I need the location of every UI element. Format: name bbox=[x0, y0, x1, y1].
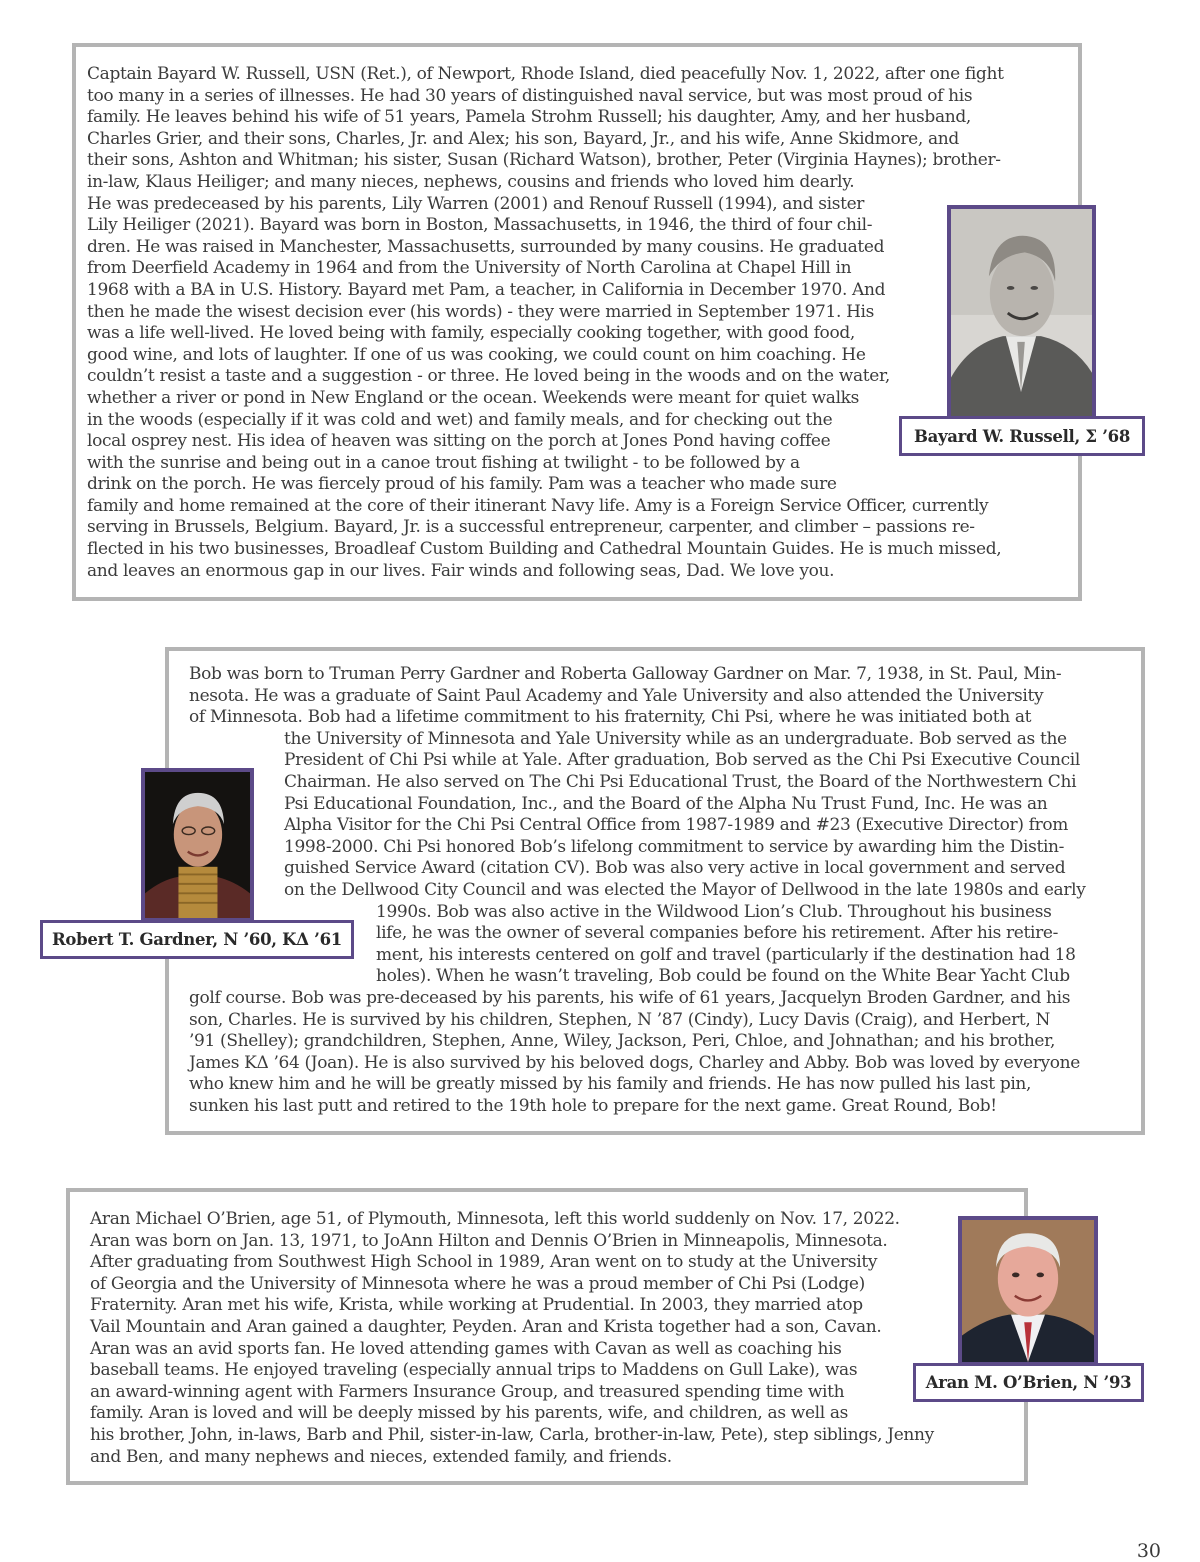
text-line: in the woods (especially if it was cold and wet) and family meals, and for checking out the bbox=[87, 409, 833, 430]
text-line: Aran Michael O’Brien, age 51, of Plymouth, Minnesota, left this world suddenly on Nov. 17, 2022. bbox=[90, 1209, 900, 1229]
portrait-photo bbox=[145, 772, 250, 918]
text-line: 1998-2000. Chi Psi honored Bob’s lifelong commitment to service by awarding him the Distin- bbox=[284, 836, 1065, 857]
portrait-photo bbox=[962, 1220, 1094, 1362]
text-line: Chairman. He also served on The Chi Psi Educational Trust, the Board of the Northwestern Chi bbox=[284, 771, 1077, 792]
text-line: Fraternity. Aran met his wife, Krista, while working at Prudential. In 2003, they married atop bbox=[90, 1295, 863, 1316]
text-line: couldn’t resist a taste and a suggestion - or three. He loved being in the woods and on the water, bbox=[87, 366, 890, 387]
caption-gardner: Robert T. Gardner, N ’60, KΔ ’61 bbox=[40, 920, 354, 959]
obituary-text-obrien bbox=[90, 1209, 934, 1468]
text-line: life, he was the owner of several companies before his retirement. After his retire- bbox=[376, 923, 1058, 944]
text-line: Aran was an avid sports fan. He loved attending games with Cavan as well as coaching his bbox=[90, 1338, 842, 1359]
text-line: holes). When he wasn’t traveling, Bob could be found on the White Bear Yacht Club bbox=[376, 966, 1070, 987]
text-line: ment, his interests centered on golf and travel (particularly if the destination had 18 bbox=[376, 944, 1076, 965]
text-line: and Ben, and many nephews and nieces, extended family, and friends. bbox=[90, 1446, 672, 1467]
caption-russell: Bayard W. Russell, Σ ’68 bbox=[899, 416, 1145, 456]
text-line: from Deerfield Academy in 1964 and from the University of North Carolina at Chapel Hill in bbox=[87, 258, 852, 279]
text-line: in-law, Klaus Heiliger; and many nieces, nephews, cousins and friends who loved him dearly. bbox=[87, 171, 855, 192]
text-line: nesota. He was a graduate of Saint Paul Academy and Yale University and also attended the University bbox=[189, 685, 1044, 706]
text-line: Charles Grier, and their sons, Charles, Jr. and Alex; his son, Bayard, Jr., and his wife, Anne Skidmore, and bbox=[87, 128, 959, 149]
page-number: 30 bbox=[1136, 1540, 1161, 1562]
text-line: family. Aran is loved and will be deeply missed by his parents, wife, and children, as well as bbox=[90, 1403, 849, 1424]
text-line: Aran was born on Jan. 13, 1971, to JoAnn Hilton and Dennis O’Brien in Minneapolis, Minnesota. bbox=[90, 1230, 888, 1251]
text-line: local osprey nest. His idea of heaven was sitting on the porch at Jones Pond having coffee bbox=[87, 431, 831, 452]
text-line: James KΔ ’64 (Joan). He is also survived by his beloved dogs, Charley and Abby. Bob was loved by everyone bbox=[189, 1052, 1080, 1073]
text-line: son, Charles. He is survived by his children, Stephen, N ’87 (Cindy), Lucy Davis (Craig), and Herbert, N bbox=[189, 1009, 1050, 1030]
text-line: family. He leaves behind his wife of 51 years, Pamela Strohm Russell; his daughter, Amy, and her husband, bbox=[87, 107, 971, 128]
text-line: He was predeceased by his parents, Lily Warren (2001) and Renouf Russell (1994), and sister bbox=[87, 193, 865, 214]
text-line: his brother, John, in-laws, Barb and Phil, sister-in-law, Carla, brother-in-law, Pete), step siblings, Jenny bbox=[90, 1424, 934, 1445]
text-line: the University of Minnesota and Yale University while as an undergraduate. Bob served as the bbox=[284, 728, 1067, 749]
text-line: 1990s. Bob was also active in the Wildwood Lion’s Club. Throughout his business bbox=[376, 901, 1052, 922]
portrait-photo-obrien bbox=[958, 1216, 1098, 1366]
text-line: Alpha Visitor for the Chi Psi Central Office from 1987-1989 and #23 (Executive Director) from bbox=[284, 815, 1069, 836]
text-line: good wine, and lots of laughter. If one of us was cooking, we could count on him coaching. He bbox=[87, 344, 866, 365]
text-line: Lily Heiliger (2021). Bayard was born in Boston, Massachusetts, in 1946, the third of four chil- bbox=[87, 215, 873, 236]
text-line: then he made the wisest decision ever (his words) - they were married in September 1971. His bbox=[87, 301, 875, 322]
text-line: President of Chi Psi while at Yale. After graduation, Bob served as the Chi Psi Executive Council bbox=[284, 750, 1080, 771]
text-line: on the Dellwood City Council and was elected the Mayor of Dellwood in the late 1980s and early bbox=[284, 879, 1086, 900]
text-line: 1968 with a BA in U.S. History. Bayard met Pam, a teacher, in California in December 1970. And bbox=[87, 279, 886, 300]
text-line: golf course. Bob was pre-deceased by his parents, his wife of 61 years, Jacquelyn Broden Gardner, and his bbox=[189, 987, 1071, 1008]
portrait-photo bbox=[951, 209, 1092, 417]
text-line: Psi Educational Foundation, Inc., and the Board of the Alpha Nu Trust Fund, Inc. He was an bbox=[284, 793, 1048, 814]
text-line: sunken his last putt and retired to the 19th hole to prepare for the next game. Great Round, Bob! bbox=[189, 1095, 997, 1116]
portrait-photo-russell bbox=[947, 205, 1096, 421]
text-line: drink on the porch. He was fiercely proud of his family. Pam was a teacher who made sure bbox=[87, 474, 837, 495]
text-line: their sons, Ashton and Whitman; his sister, Susan (Richard Watson), brother, Peter (Virginia Haynes); brother- bbox=[87, 150, 1001, 171]
obituary-text-gardner bbox=[189, 664, 1085, 1117]
text-line: guished Service Award (citation CV). Bob was also very active in local government and served bbox=[284, 858, 1066, 879]
text-line: an award-winning agent with Farmers Insurance Group, and treasured spending time with bbox=[90, 1381, 845, 1402]
obituary-text-russell bbox=[87, 64, 1004, 582]
text-line: After graduating from Southwest High School in 1989, Aran went on to study at the University bbox=[90, 1252, 878, 1273]
text-line: Bob was born to Truman Perry Gardner and Roberta Galloway Gardner on Mar. 7, 1938, in St. Paul, Min- bbox=[189, 664, 1062, 684]
text-line: baseball teams. He enjoyed traveling (especially annual trips to Maddens on Gull Lake), was bbox=[90, 1360, 858, 1381]
text-line: too many in a series of illnesses. He had 30 years of distinguished naval service, but was most proud of his bbox=[87, 85, 973, 106]
text-line: Vail Mountain and Aran gained a daughter, Peyden. Aran and Krista together had a son, Cavan. bbox=[90, 1316, 882, 1337]
text-line: serving in Brussels, Belgium. Bayard, Jr. is a successful entrepreneur, carpenter, and climber – passions re- bbox=[87, 517, 975, 538]
text-line: of Minnesota. Bob had a lifetime commitment to his fraternity, Chi Psi, where he was initiated both at bbox=[189, 707, 1032, 728]
text-line: and leaves an enormous gap in our lives. Fair winds and following seas, Dad. We love you. bbox=[87, 560, 835, 581]
text-line: was a life well-lived. He loved being with family, especially cooking together, with good food, bbox=[87, 323, 855, 344]
text-line: ’91 (Shelley); grandchildren, Stephen, Anne, Wiley, Jackson, Peri, Chloe, and Johnathan; and his brother, bbox=[189, 1031, 1056, 1052]
text-line: dren. He was raised in Manchester, Massachusetts, surrounded by many cousins. He graduated bbox=[87, 236, 885, 257]
portrait-photo-gardner bbox=[141, 768, 254, 922]
text-line: Captain Bayard W. Russell, USN (Ret.), of Newport, Rhode Island, died peacefully Nov. 1, 2022, after one fight bbox=[87, 64, 1004, 84]
text-line: with the sunrise and being out in a canoe trout fishing at twilight - to be followed by a bbox=[87, 452, 800, 473]
text-line: whether a river or pond in New England or the ocean. Weekends were meant for quiet walks bbox=[87, 387, 859, 408]
caption-obrien: Aran M. O’Brien, N ’93 bbox=[913, 1363, 1144, 1402]
text-line: of Georgia and the University of Minnesota where he was a proud member of Chi Psi (Lodge) bbox=[90, 1273, 865, 1294]
text-line: flected in his two businesses, Broadleaf Custom Building and Cathedral Mountain Guides. He is much missed, bbox=[87, 539, 1002, 560]
text-line: who knew him and he will be greatly missed by his family and friends. He has now pulled his last pin, bbox=[189, 1074, 1032, 1095]
text-line: family and home remained at the core of their itinerant Navy life. Amy is a Foreign Service Officer, currently bbox=[87, 495, 989, 516]
